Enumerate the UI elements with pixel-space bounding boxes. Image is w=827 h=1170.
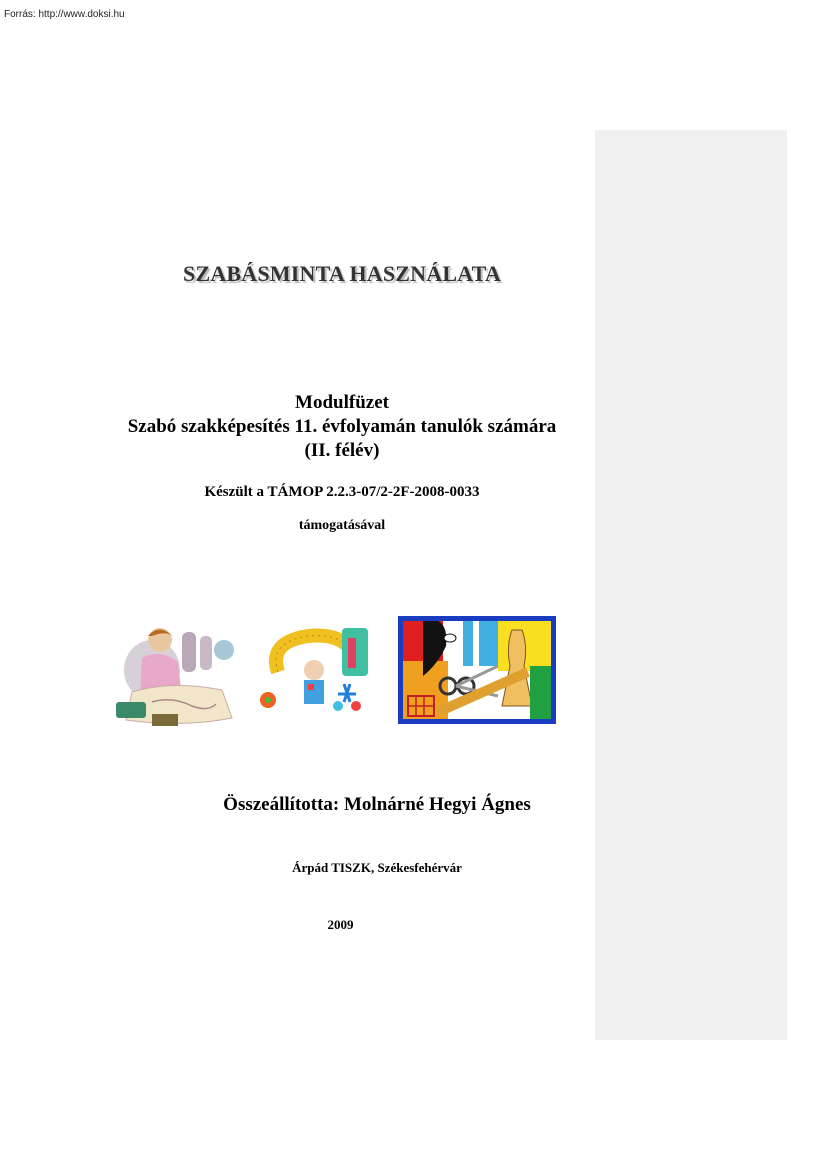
author-line: Összeállította: Molnárné Hegyi Ágnes: [223, 794, 531, 815]
source-label: Forrás: http://www.doksi.hu: [4, 9, 125, 20]
measuring-tape-child-clipart-icon: [258, 622, 378, 722]
module-label: Modulfüzet: [295, 392, 389, 413]
sewing-collage-icon: [398, 616, 556, 724]
tamop-line-2: támogatásával: [298, 518, 386, 533]
subtitle-line-2: (II. félév): [304, 440, 380, 461]
year-label: 2009: [327, 917, 354, 932]
tamop-line-1: Készült a TÁMOP 2.2.3-07/2-2F-2008-0033: [204, 484, 480, 500]
seamstress-clipart-icon: [112, 622, 244, 730]
organization-line: Árpád TISZK, Székesfehérvár: [292, 860, 462, 875]
document-title: SZABÁSMINTA HASZNÁLATA: [183, 261, 501, 286]
subtitle-line-1: Szabó szakképesítés 11. évfolyamán tanulók számára: [127, 416, 557, 437]
